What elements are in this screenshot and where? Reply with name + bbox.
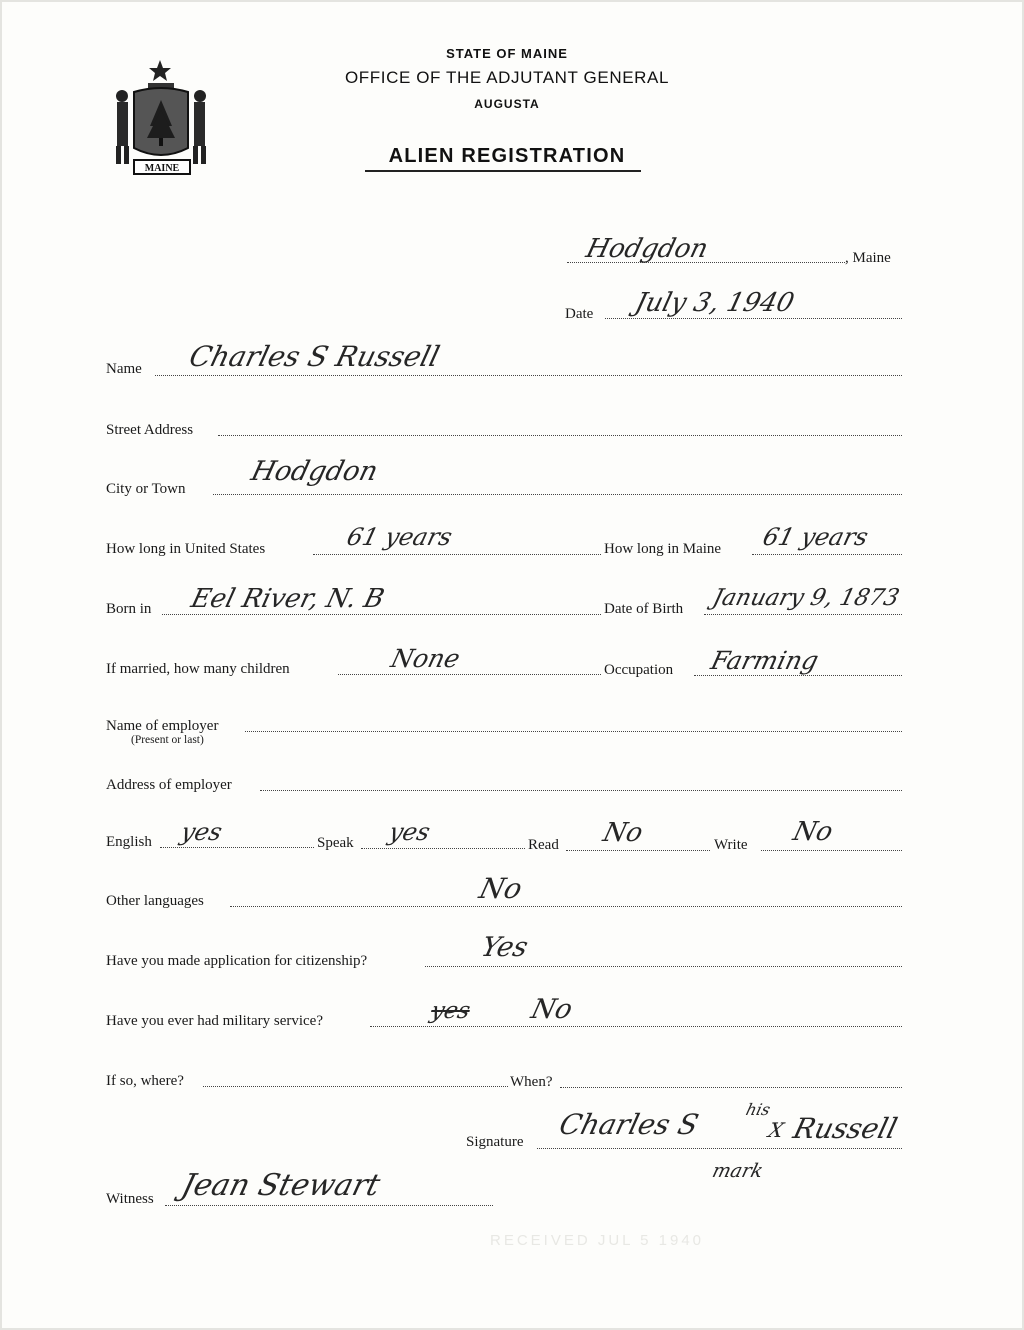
header-office: OFFICE OF THE ADJUTANT GENERAL — [344, 68, 670, 87]
witness-label: Witness — [106, 1191, 154, 1207]
if-so-where-label: If so, where? — [106, 1073, 184, 1089]
svg-text:MAINE: MAINE — [144, 163, 180, 174]
city-value[interactable]: Hodgdon — [248, 456, 382, 487]
signature-first-name[interactable]: Charles S — [556, 1108, 702, 1141]
children-line — [338, 674, 601, 675]
name-label: Name — [106, 361, 142, 377]
employer-name-line — [245, 731, 902, 732]
how-long-maine-label: How long in Maine — [604, 541, 722, 557]
when-line — [560, 1087, 902, 1088]
write-value[interactable]: No — [790, 817, 836, 847]
witness-line — [165, 1205, 493, 1206]
employer-address-line — [260, 790, 902, 791]
born-in-line — [162, 614, 601, 615]
occupation-line — [694, 675, 902, 676]
street-address-line — [218, 435, 902, 436]
signature-x-mark: X — [766, 1118, 787, 1142]
how-long-maine-value[interactable]: 61 years — [760, 523, 872, 551]
title-underline — [365, 170, 641, 172]
date-of-birth-value[interactable]: January 9, 1873 — [710, 585, 902, 611]
english-line — [160, 847, 314, 848]
town-value[interactable]: Hodgdon — [583, 234, 712, 264]
header-state: STATE OF MAINE — [446, 46, 568, 61]
speak-line — [361, 848, 525, 849]
born-in-label: Born in — [106, 601, 152, 617]
date-line — [605, 318, 902, 319]
employer-address-label: Address of employer — [106, 777, 232, 793]
children-label: If married, how many children — [106, 661, 290, 677]
military-struck-value[interactable]: yes — [428, 998, 473, 1024]
street-address-label: Street Address — [106, 422, 194, 438]
write-label: Write — [714, 837, 748, 853]
how-long-us-line — [313, 554, 601, 555]
how-long-us-label: How long in United States — [106, 541, 266, 557]
citizenship-label: Have you made application for citizenship? — [106, 953, 368, 969]
speak-value[interactable]: yes — [386, 818, 434, 846]
citizenship-value[interactable]: Yes — [478, 932, 532, 963]
when-label: When? — [510, 1074, 553, 1090]
how-long-us-value[interactable]: 61 years — [344, 523, 456, 551]
form-title: ALIEN REGISTRATION — [388, 145, 626, 167]
city-line — [213, 494, 902, 495]
date-of-birth-label: Date of Birth — [604, 601, 684, 617]
military-line — [370, 1026, 902, 1027]
maine-label: , Maine — [845, 250, 891, 266]
signature-his: his — [744, 1100, 773, 1119]
if-so-where-line — [203, 1086, 508, 1087]
signature-last-name[interactable]: Russell — [790, 1112, 901, 1145]
children-value[interactable]: None — [388, 644, 464, 673]
signature-line — [537, 1148, 902, 1149]
employer-note: (Present or last) — [131, 734, 204, 746]
military-label: Have you ever had military service? — [106, 1013, 323, 1029]
born-in-value[interactable]: Eel River, N. B — [188, 584, 388, 614]
other-languages-line — [230, 906, 902, 907]
military-value[interactable]: No — [528, 994, 576, 1025]
read-value[interactable]: No — [600, 818, 646, 848]
signature-mark-word: mark — [710, 1160, 766, 1182]
date-of-birth-line — [704, 614, 902, 615]
name-value[interactable]: Charles S Russell — [186, 340, 443, 373]
citizenship-line — [425, 966, 902, 967]
write-line — [761, 850, 902, 851]
speak-label: Speak — [317, 835, 354, 851]
signature-label: Signature — [466, 1134, 524, 1150]
other-languages-label: Other languages — [106, 893, 204, 909]
received-stamp: RECEIVED JUL 5 1940 — [490, 1232, 705, 1249]
witness-value[interactable]: Jean Stewart — [178, 1168, 384, 1203]
how-long-maine-line — [752, 554, 902, 555]
other-languages-value[interactable]: No — [476, 872, 526, 905]
english-value[interactable]: yes — [178, 818, 226, 846]
date-label: Date — [565, 306, 594, 322]
date-value[interactable]: July 3, 1940 — [632, 288, 798, 318]
read-line — [566, 850, 710, 851]
name-line — [155, 375, 902, 376]
read-label: Read — [528, 837, 559, 853]
occupation-value[interactable]: Farming — [708, 646, 822, 675]
english-label: English — [106, 834, 152, 850]
occupation-label: Occupation — [604, 662, 674, 678]
employer-name-label: Name of employer — [106, 718, 219, 734]
header-city: AUGUSTA — [474, 97, 540, 111]
city-label: City or Town — [106, 481, 186, 497]
